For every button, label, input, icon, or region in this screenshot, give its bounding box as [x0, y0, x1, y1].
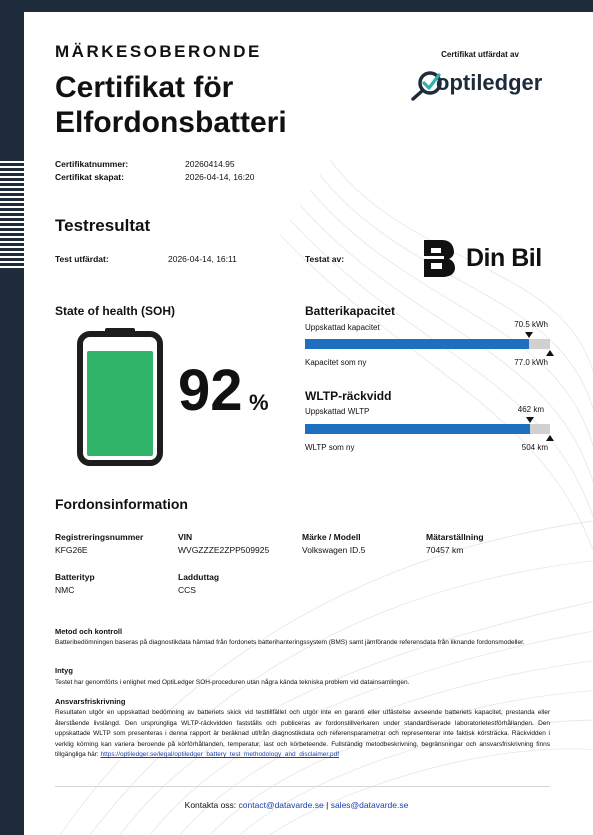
wltp-new-marker — [546, 435, 554, 441]
disclaimer-heading: Ansvarsfriskrivning — [55, 697, 126, 706]
capacity-new-label: Kapacitet som ny — [305, 358, 367, 367]
vin-label: VIN — [178, 532, 193, 542]
certificate-created-label: Certifikat skapat: — [55, 172, 124, 182]
footer-prefix: Kontakta oss: — [184, 800, 237, 810]
wltp-estimated-value: 462 km — [517, 405, 544, 414]
kicker: MÄRKESOBERONDE — [55, 42, 262, 61]
footer-separator: | — [326, 800, 329, 810]
wltp-bar — [305, 424, 550, 434]
capacity-bar-fill — [305, 339, 529, 349]
soh-heading: State of health (SOH) — [55, 304, 176, 318]
certificate-number-label: Certifikatnummer: — [55, 159, 129, 169]
test-performed: 2026-04-14, 16:11 — [168, 254, 237, 264]
capacity-estimated-label: Uppskattad kapacitet — [305, 323, 380, 332]
wltp-estimated-label: Uppskattad WLTP — [305, 407, 370, 416]
sales-email-link[interactable]: sales@datavarde.se — [330, 800, 409, 810]
odometer-label: Mätarställning — [426, 532, 484, 542]
reg-label: Registreringsnummer — [55, 532, 144, 542]
method-heading: Metod och kontroll — [55, 627, 123, 636]
capacity-heading: Batterikapacitet — [305, 304, 396, 318]
tester-name: Din Bil — [466, 244, 542, 272]
soh-unit: % — [249, 390, 269, 415]
footer — [0, 800, 593, 810]
certificate-number: 20260414.95 — [185, 159, 235, 169]
charge-port-value: CCS — [178, 585, 196, 595]
capacity-estimated-marker — [525, 332, 533, 338]
test-performed-label: Test utfärdat: — [55, 254, 109, 264]
capacity-estimated-value: 70.5 kWh — [514, 320, 548, 329]
wltp-new-label: WLTP som ny — [305, 443, 355, 452]
attest-heading: Intyg — [55, 666, 73, 675]
attest-text: Testet har genomförts i enlighet med OptiLedger SOH-proceduren utan några kända tekniska problem vid datainsamlingen. — [55, 679, 410, 686]
test-heading: Testresultat — [55, 216, 151, 235]
soh-value: 92 — [178, 358, 243, 423]
method-text: Batteribedömningen baseras på diagnostikdata hämtad från fordonets batterihanteringssystem (BMS) samt jämförande referensdata från liknande fordonsmodeller. — [55, 639, 525, 646]
model-label: Märke / Modell — [302, 532, 361, 542]
capacity-bar — [305, 339, 550, 349]
disclaimer-text — [55, 708, 550, 761]
wltp-new-value: 504 km — [521, 443, 548, 452]
wltp-heading: WLTP-räckvidd — [305, 389, 392, 403]
page-title: Certifikat för Elfordonsbatteri — [55, 71, 287, 139]
disclaimer-link[interactable]: https://optiledger.se/legal/optiledger_battery_test_methodology_and_disclaimer.pdf — [100, 751, 340, 758]
charge-port-label: Ladduttag — [178, 572, 220, 582]
wltp-estimated-marker — [526, 417, 534, 423]
odometer-value: 70457 km — [426, 545, 464, 555]
model-value: Volkswagen ID.5 — [302, 545, 366, 555]
battery-icon — [77, 328, 163, 466]
capacity-new-marker — [546, 350, 554, 356]
tested-by-label: Testat av: — [305, 254, 345, 264]
wltp-bar-fill — [305, 424, 530, 434]
disclaimer-body: Resultaten utgör en uppskattad bedömning av batteriets skick vid testtillfället och utgör inte en garanti eller utfästelse avseende batteriets kapacitet, prestanda eller återstående livslängd. Den ursprungliga WLTP-räckvidden fastställs och publiceras av fordonstillverkaren under standardiserade laboratorietestförhållanden. Den uppskattade WLTP som presenteras i denna rapport är beräknad utifrån diagnostikdata och referensparametrar och representerar inte faktisk körsträcka. Räckvidden i verklig körning kan variera beroende på körförhållanden, temperatur, last och körbeteende. Fullständig metodbeskrivning, begränsningar och ansvarsfriskrivning finns tillgängliga här: — [55, 709, 550, 758]
battery-fill — [87, 351, 153, 456]
battery-type-label: Batterityp — [55, 572, 95, 582]
battery-type-value: NMC — [55, 585, 75, 595]
certificate-created: 2026-04-14, 16:20 — [185, 172, 255, 182]
vin-value: WVGZZZE2ZPP509925 — [178, 545, 270, 555]
issuer-name: optiledger — [436, 70, 543, 95]
capacity-new-value: 77.0 kWh — [514, 358, 548, 367]
vehicle-heading: Fordonsinformation — [55, 496, 188, 512]
contact-email-link[interactable]: contact@datavarde.se — [238, 800, 324, 810]
issuer-label: Certifikat utfärdat av — [441, 50, 519, 59]
reg-value: KFG26E — [55, 545, 88, 555]
footer-divider — [55, 786, 550, 787]
